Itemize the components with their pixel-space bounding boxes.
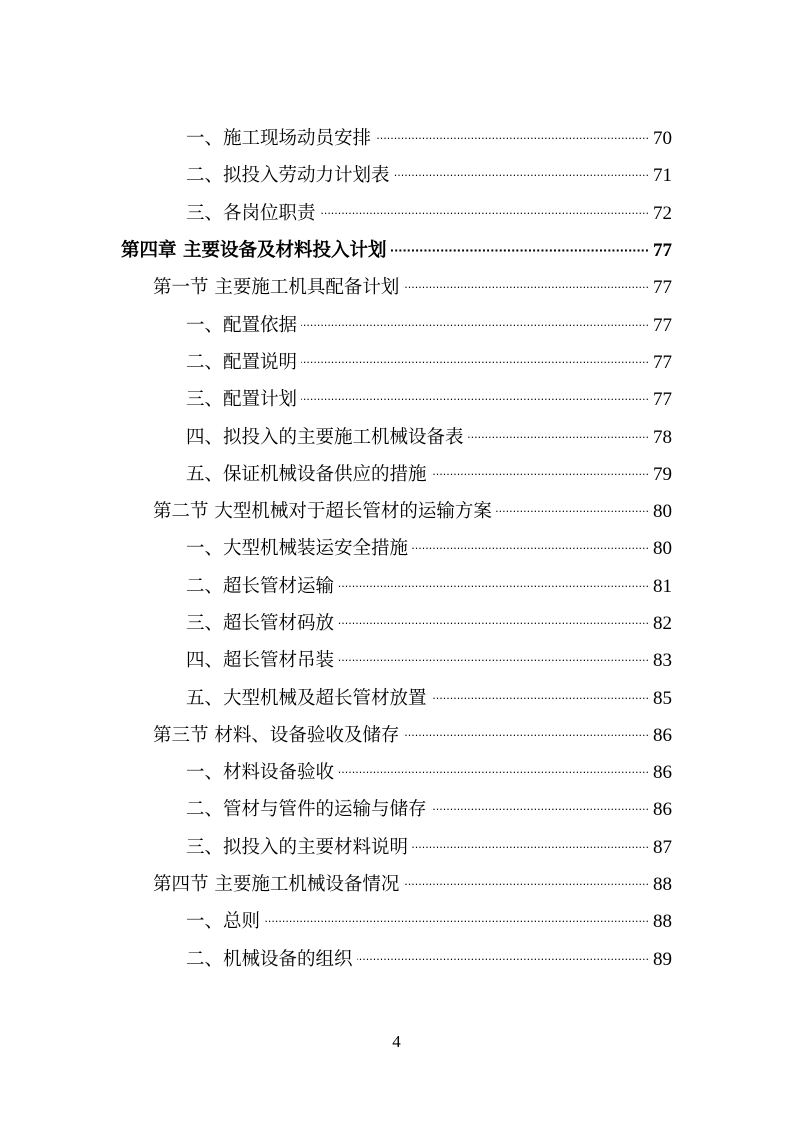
toc-dot-leader (394, 157, 649, 194)
toc-dot-leader (301, 307, 649, 344)
toc-entry-title: 第三节 材料、设备验收及储存 (153, 724, 400, 746)
toc-entry[interactable] (0, 344, 793, 381)
toc-section-entry[interactable] (0, 493, 793, 530)
toc-entry[interactable] (0, 456, 793, 493)
toc-entry-title: 二、超长管材运输 (186, 575, 335, 597)
toc-entry[interactable] (0, 381, 793, 418)
toc-chapter-entry[interactable] (0, 232, 793, 269)
toc-section-entry[interactable] (0, 717, 793, 754)
toc-dot-leader (412, 530, 649, 567)
toc-entry[interactable] (0, 306, 793, 343)
toc-entry[interactable] (0, 829, 793, 866)
toc-entry-title: 第二节 大型机械对于超长管材的运输方案 (153, 501, 492, 523)
toc-entry[interactable] (0, 195, 793, 232)
toc-entry-title: 第四节 主要施工机械设备情况 (153, 874, 400, 896)
toc-entry[interactable] (0, 941, 793, 978)
toc-entry-title: 第四章 主要设备及材料投入计划 (121, 240, 387, 262)
toc-entry-page: 83 (653, 650, 672, 672)
toc-entry-title: 一、配置依据 (186, 314, 298, 336)
toc-entry-title: 二、配置说明 (186, 351, 298, 373)
toc-dot-leader (403, 269, 649, 306)
toc-entry[interactable] (0, 530, 793, 567)
toc-dot-leader (338, 568, 649, 605)
toc-entry-page: 86 (653, 762, 672, 784)
toc-dot-leader (320, 195, 649, 232)
toc-entry-title: 一、大型机械装运安全措施 (186, 538, 409, 560)
toc-dot-leader (431, 456, 649, 493)
toc-dot-leader (496, 493, 649, 530)
toc-entry-page: 86 (653, 724, 672, 746)
toc-dot-leader (431, 680, 649, 717)
toc-entry-page: 71 (653, 165, 672, 187)
toc-entry-page: 88 (653, 911, 672, 933)
toc-entry-page: 80 (653, 538, 672, 560)
toc-dot-leader (431, 791, 649, 828)
toc-section-entry[interactable] (0, 269, 793, 306)
toc-entry[interactable] (0, 157, 793, 194)
toc-dot-leader (390, 232, 649, 269)
toc-entry[interactable] (0, 418, 793, 455)
toc-entry-page: 72 (653, 202, 672, 224)
toc-entry-page: 87 (653, 836, 672, 858)
toc-entry-title: 第一节 主要施工机具配备计划 (153, 277, 400, 299)
toc-entry-page: 82 (653, 613, 672, 634)
toc-dot-leader (338, 605, 649, 642)
toc-dot-leader (403, 866, 649, 903)
toc-entry-page: 81 (653, 575, 672, 597)
toc-entry-title: 五、保证机械设备供应的措施 (186, 463, 427, 485)
toc-dot-leader (301, 344, 649, 381)
toc-entry-title: 三、超长管材码放 (186, 613, 335, 634)
toc-entry[interactable] (0, 605, 793, 642)
toc-entry-title: 四、超长管材吊装 (186, 650, 335, 672)
toc-dot-leader (375, 120, 649, 157)
toc-entry-page: 80 (653, 501, 672, 523)
toc-entry-title: 一、材料设备验收 (186, 762, 335, 784)
toc-entry-page: 86 (653, 799, 672, 821)
toc-entry-title: 一、总则 (186, 911, 261, 933)
toc-entry[interactable] (0, 568, 793, 605)
toc-entry-title: 二、机械设备的组织 (186, 948, 353, 970)
toc-dot-leader (468, 419, 649, 456)
toc-entry-page: 89 (653, 948, 672, 970)
toc-dot-leader (338, 642, 649, 679)
toc-entry-page: 78 (653, 426, 672, 448)
toc-entry-title: 一、施工现场动员安排 (186, 128, 372, 150)
toc-entry-page: 79 (653, 463, 672, 485)
toc-dot-leader (357, 941, 649, 978)
toc-dot-leader (338, 754, 649, 791)
toc-dot-leader (403, 717, 649, 754)
toc-entry[interactable] (0, 642, 793, 679)
toc-entry-title: 二、拟投入劳动力计划表 (186, 165, 390, 187)
toc-entry-page: 77 (653, 389, 672, 411)
toc-entry-page: 85 (653, 687, 672, 709)
toc-entry[interactable] (0, 120, 793, 157)
toc-entry-title: 五、大型机械及超长管材放置 (186, 687, 427, 709)
toc-entry-page: 70 (653, 128, 672, 150)
table-of-contents (0, 120, 793, 978)
toc-entry[interactable] (0, 754, 793, 791)
toc-entry[interactable] (0, 903, 793, 940)
toc-entry-title: 三、各岗位职责 (186, 202, 316, 224)
toc-entry-title: 二、管材与管件的运输与储存 (186, 799, 427, 821)
page-number: 4 (392, 1032, 401, 1051)
toc-entry-title: 三、拟投入的主要材料说明 (186, 836, 409, 858)
toc-entry[interactable] (0, 679, 793, 716)
toc-entry-page: 77 (653, 240, 672, 262)
toc-section-entry[interactable] (0, 866, 793, 903)
toc-entry-title: 四、拟投入的主要施工机械设备表 (186, 426, 464, 448)
toc-entry-title: 三、配置计划 (186, 389, 298, 411)
toc-dot-leader (301, 381, 649, 418)
toc-dot-leader (412, 829, 649, 866)
toc-entry-page: 77 (653, 277, 672, 299)
toc-entry[interactable] (0, 791, 793, 828)
toc-entry-page: 77 (653, 351, 672, 373)
toc-entry-page: 77 (653, 314, 672, 336)
toc-entry-page: 88 (653, 874, 672, 896)
toc-dot-leader (264, 903, 649, 940)
